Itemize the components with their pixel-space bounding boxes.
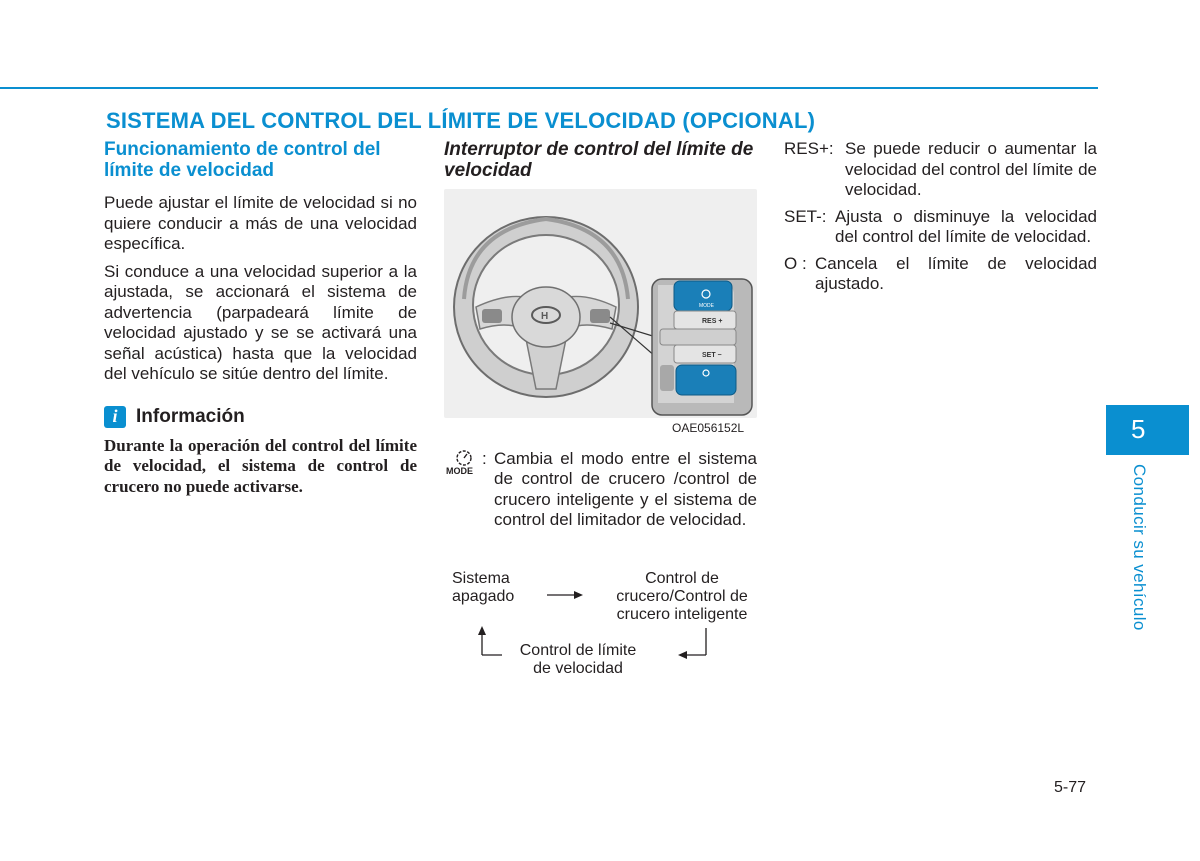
info-box-title [104, 406, 417, 428]
set-minus-label: SET − [702, 352, 722, 359]
steering-wheel-illustration [444, 189, 757, 418]
def-text: Ajusta o disminuye la velocidad del control del límite de velocidad. [835, 206, 1097, 246]
figure-heading: Interruptor de control del límite de velocidad [444, 139, 754, 181]
definition-cancel [784, 254, 1097, 295]
column-middle [444, 139, 757, 181]
paragraph: Si conduce a una velocidad superior a la ajustada, se accionará el sistema de advertencia (parpadeará límite de velocidad ajustado y se se activará una señal acústica) hasta que la velocidad del vehículo se sitúe dentro del límite. [104, 261, 417, 383]
flow-node-cruise-control: Control de crucero/Control de crucero inteligente [616, 570, 748, 623]
figure-code: OAE056152L [672, 421, 745, 435]
mode-description [446, 449, 757, 530]
steering-wheel-svg [444, 189, 757, 418]
flow-node-speed-limit: Control de límite de velocidad [519, 642, 637, 677]
page-number: 5-77 [1054, 779, 1087, 796]
definition-res-plus [784, 139, 1097, 201]
definition-set-minus [784, 207, 1097, 248]
mode-label-small: MODE [699, 303, 714, 309]
speedometer-mode-icon [446, 449, 482, 479]
def-key: O : [784, 253, 807, 273]
column-left [104, 139, 417, 497]
section-heading: Funcionamiento de control del límite de velocidad [104, 139, 381, 181]
mode-text: Cambia el modo entre el sistema de control de crucero /control de crucero inteligente y el sistema de control del limitador de velocidad. [494, 449, 757, 529]
section-title: SISTEMA DEL CONTROL DEL LÍMITE DE VELOCIDAD (OPCIONAL) [106, 108, 816, 133]
svg-text:H: H [541, 311, 549, 322]
mode-colon: : [482, 449, 487, 468]
def-text: Se puede reducir o aumentar la velocidad del control del límite de velocidad. [845, 139, 1097, 199]
info-label: Información [136, 405, 245, 427]
paragraph: Puede ajustar el límite de velocidad si no quiere conducir a más de una velocidad específica. [104, 193, 417, 253]
info-icon: i [104, 406, 126, 428]
flow-arrows [470, 560, 720, 670]
chapter-name [1127, 464, 1151, 629]
def-text: Cancela el límite de velocidad ajustado. [815, 253, 1097, 293]
def-key: SET-: [784, 206, 827, 226]
chapter-name-text: Conducir su vehículo [1130, 464, 1149, 631]
mode-icon-label: MODE [446, 466, 473, 476]
info-body: Durante la operación del control del límite de velocidad, el sistema de control de crucero no puede activarse. [104, 435, 417, 496]
flow-node-system-off: Sistema apagado [452, 570, 515, 605]
chapter-tab: 5 [1106, 405, 1189, 455]
def-key: RES+: [784, 139, 834, 158]
header-rule [0, 87, 1098, 89]
res-plus-label: RES + [702, 318, 723, 325]
column-right [784, 139, 1097, 301]
